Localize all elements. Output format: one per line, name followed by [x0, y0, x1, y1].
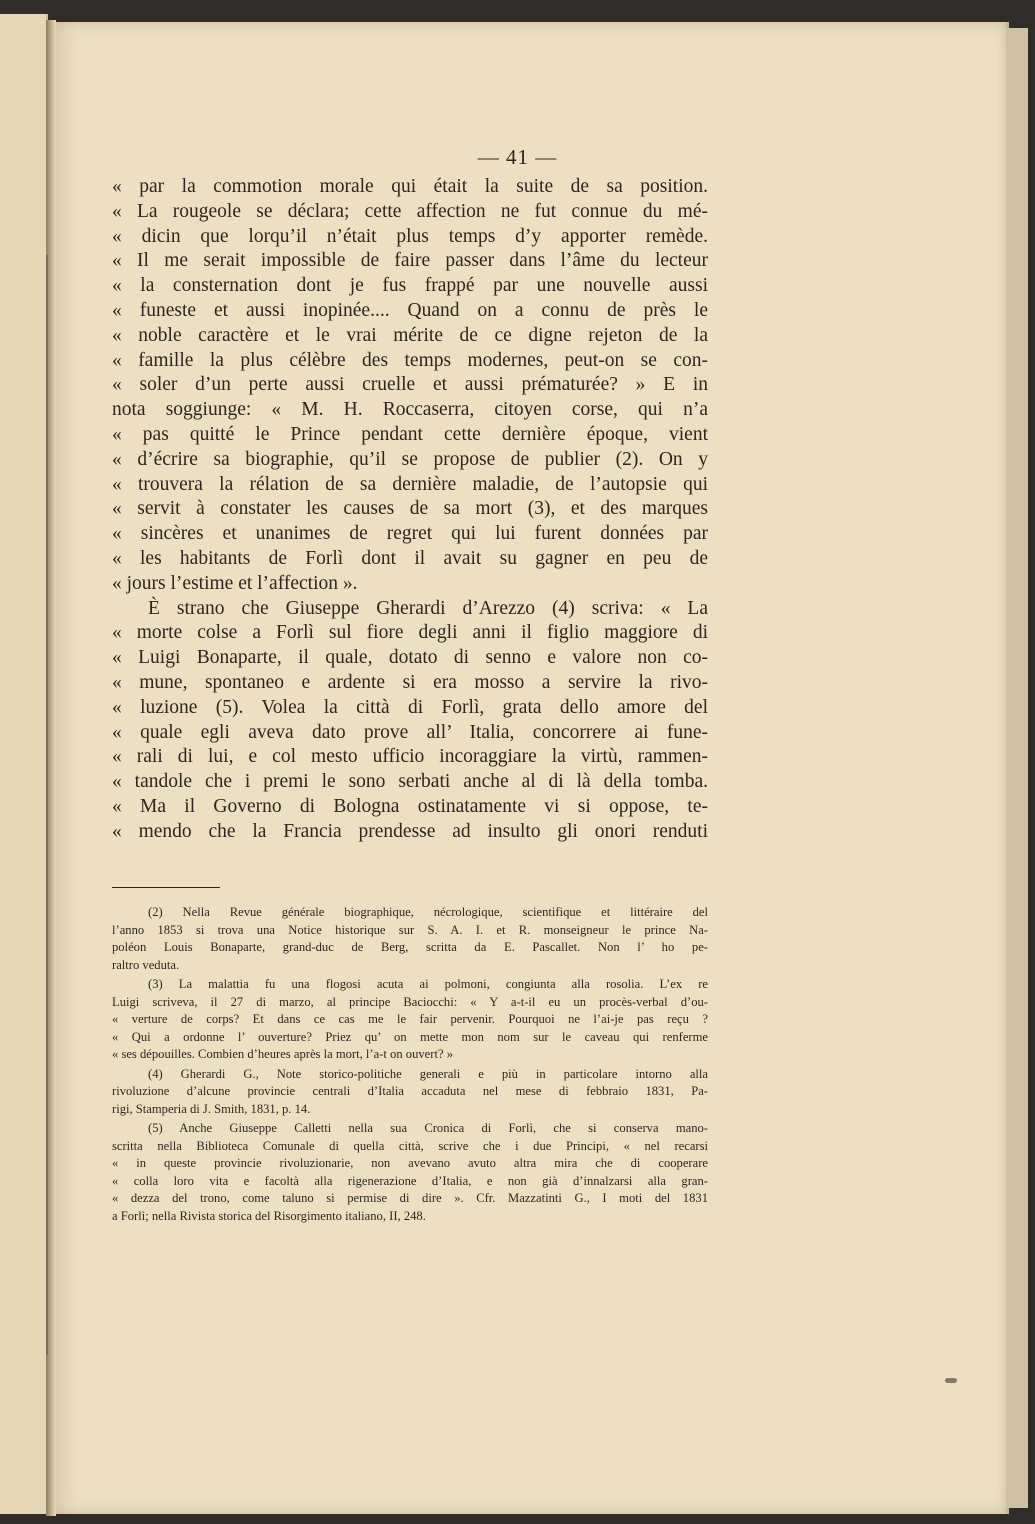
text-line: « la consternation dont je fus frappé par une nouvelle aussi	[112, 275, 708, 297]
page-edge-strip	[1006, 28, 1028, 1508]
text-line: « La rougeole se déclara; cette affection ne fut connue du mé-	[112, 200, 708, 222]
footnote-line: l’anno 1853 si trova una Notice historique sur S. A. I. et R. monseigneur le prince Na-	[112, 922, 708, 937]
footnote-line: « ses dépouilles. Combien d’heures après la mort, l’a-t on ouvert? »	[112, 1047, 453, 1061]
text-line: « soler d’un perte aussi cruelle et aussi prématurée? » E in	[112, 374, 708, 396]
text-line: « mune, spontaneo e ardente si era mosso a servire la rivo-	[112, 671, 708, 693]
page-number: — 41 —	[477, 145, 558, 169]
text-line: « dicin que lorqu’il n’était plus temps d’y apporter remède.	[112, 225, 708, 247]
footnotes	[112, 904, 708, 1227]
text-line: nota soggiunge: « M. H. Roccaserra, citoyen corse, qui n’a	[112, 399, 708, 421]
footnote-line: Luigi scriveva, il 27 di marzo, al principe Baciocchi: « Y a-t-il eu un procès-verbal d’ou-	[112, 994, 708, 1009]
text-line: « mendo che la Francia prendesse ad insulto gli onori renduti	[112, 820, 708, 842]
text-line: « par la commotion morale qui était la suite de sa position.	[112, 176, 708, 197]
footnote-line: (5) Anche Giuseppe Calletti nella sua Cronica di Forlì, che si conserva mano-	[148, 1121, 708, 1135]
footnote-4	[112, 1066, 708, 1119]
text-line: « quale egli aveva dato prove all’ Italia, concorrere ai fune-	[112, 721, 708, 743]
footnote-line: raltro veduta.	[112, 957, 180, 972]
footnote-line: « in queste provincie rivoluzionarie, non avevano avuto altra mira che di cooperare	[112, 1156, 708, 1170]
text-line: « sincères et unanimes de regret qui lui furent données par	[112, 523, 708, 545]
footnote-line: (3) La malattia fu una flogosi acuta ai polmoni, congiunta alla rosolia. L’ex re	[148, 977, 708, 991]
footnote-line: a Forlì; nella Rivista storica del Risorgimento italiano, II, 248.	[112, 1208, 426, 1223]
margin-crease	[46, 255, 48, 1355]
text-line: « famille la plus célèbre des temps modernes, peut-on se con-	[112, 349, 708, 371]
text-line: « Il me serait impossible de faire passer dans l’âme du lecteur	[112, 250, 708, 272]
footnote-line: (4) Gherardi G., Note storico-politiche generali e più in particolare intorno alla	[148, 1066, 708, 1081]
text-line: « luzione (5). Volea la città di Forlì, grata dello amore del	[112, 696, 708, 718]
footnote-line: « dezza del trono, come taluno si permise di dire ». Cfr. Mazzatinti G., I moti del 1831	[112, 1191, 708, 1205]
text-line: « tandole che i premi le sono serbati anche al di là della tomba.	[112, 771, 708, 793]
text-line: « les habitants de Forlì dont il avait su gagner en peu de	[112, 547, 708, 569]
footnote-3	[112, 976, 708, 1064]
main-text	[112, 175, 708, 845]
text-line: È strano che Giuseppe Gherardi d’Arezzo (4) scriva: « La	[148, 597, 708, 619]
footnote-line: poléon Louis Bonaparte, grand-duc de Berg, scritta da E. Pascallet. Non l’ ho pe-	[112, 940, 708, 954]
text-line: « jours l’estime et l’affection ».	[112, 572, 358, 594]
text-line: « d’écrire sa biographie, qu’il se propose de publier (2). On y	[112, 448, 708, 470]
text-line: « Luigi Bonaparte, il quale, dotato di senno e valore non co-	[112, 647, 708, 669]
footnote-separator	[112, 887, 220, 888]
text-line: « trouvera la rélation de sa dernière maladie, de l’autopsie qui	[112, 473, 708, 495]
text-line: « servit à constater les causes de sa mort (3), et des marques	[112, 498, 708, 520]
footnote-line: « colla loro vita e facoltà alla rigenerazione d’Italia, e non già d’innalzarsi alla gran-	[112, 1173, 708, 1188]
text-line: « pas quitté le Prince pendant cette dernière époque, vient	[112, 423, 708, 445]
footnote-line: scritta nella Biblioteca Comunale di quella città, scrive che i due Principi, « nel recarsi	[112, 1138, 708, 1153]
footnote-line: (2) Nella Revue générale biographique, nécrologique, scientifique et littéraire del	[148, 905, 708, 919]
previous-page-edge	[0, 14, 48, 1514]
footnote-line: rigi, Stamperia di J. Smith, 1831, p. 14.	[112, 1101, 311, 1116]
text-line: « rali di lui, e col mesto ufficio incoraggiare la virtù, rammen-	[112, 746, 708, 768]
text-line: « Ma il Governo di Bologna ostinatamente vi si oppose, te-	[112, 795, 708, 817]
text-line: « morte colse a Forlì sul fiore degli anni il figlio maggiore di	[112, 622, 708, 644]
footnote-line: « Qui a ordonne l’ ouverture? Priez qu’ on mette mon nom sur le caveau qui renferme	[112, 1029, 708, 1044]
footnote-2	[112, 904, 708, 974]
footnote-line: rivoluzione d’alcune provincie centrali d’Italia accaduta nel mese di febbraio 1831, Pa-	[112, 1084, 708, 1098]
text-line: « funeste et aussi inopinée.... Quand on a connu de près le	[112, 299, 708, 321]
footnote-line: « verture de corps? Et dans ce cas me le fair pervenir. Pourquoi ne l’ai-je pas reçu ?	[112, 1012, 708, 1026]
footnote-5	[112, 1120, 708, 1225]
text-line: « noble caractère et le vrai mérite de ce digne rejeton de la	[112, 324, 708, 346]
page-stain	[945, 1378, 957, 1383]
